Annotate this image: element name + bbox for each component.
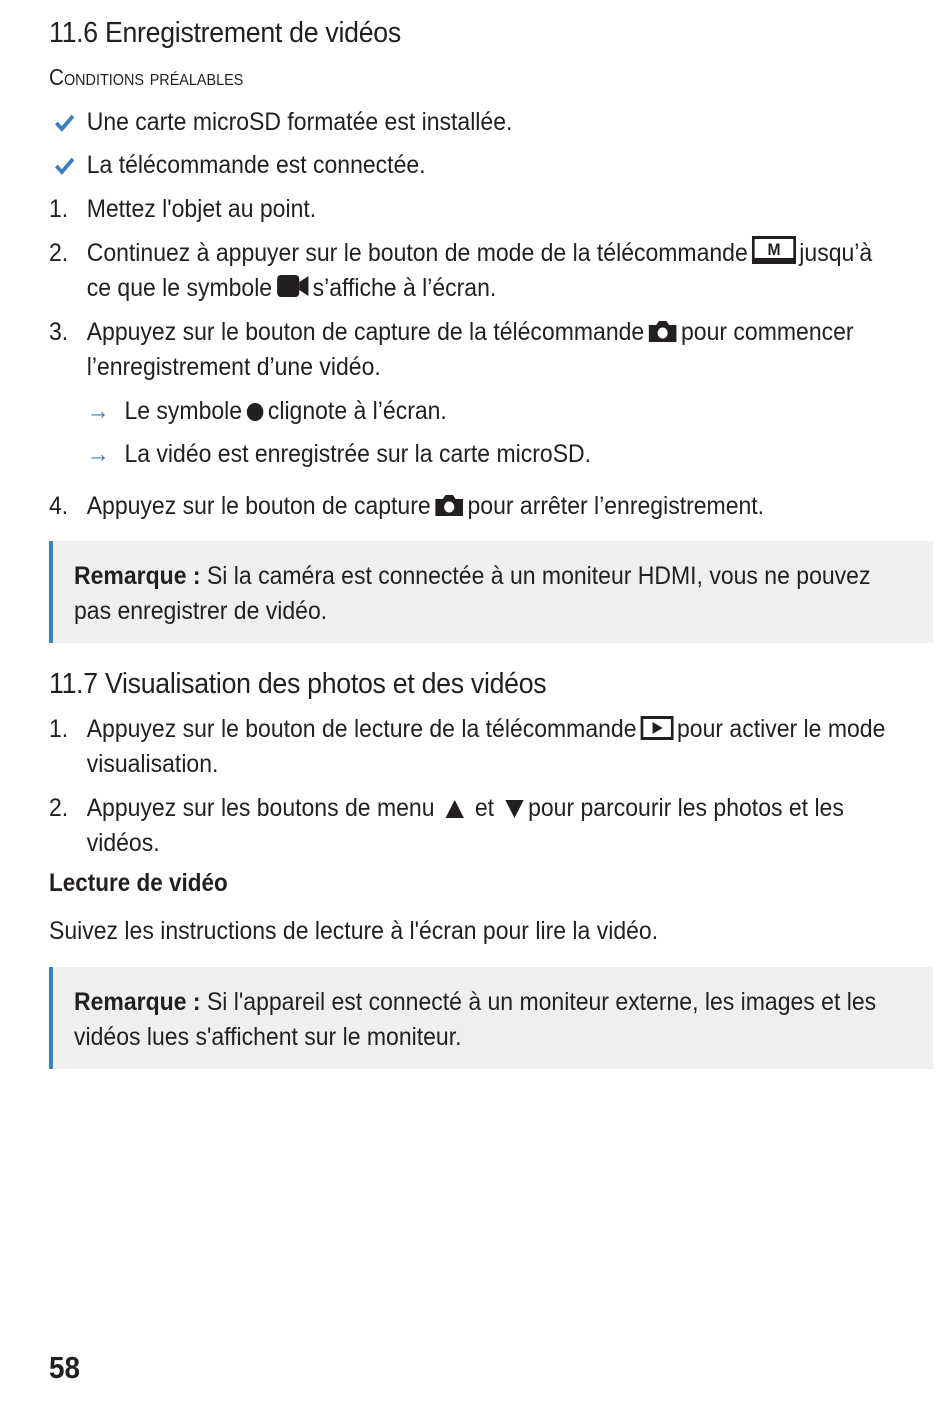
play-button-icon <box>640 716 673 740</box>
video-camera-icon <box>276 273 309 299</box>
checkmark-icon <box>55 113 75 133</box>
triangle-down-icon <box>504 799 524 819</box>
arrow-right-icon: → <box>86 440 110 468</box>
svg-text:M: M <box>767 240 781 260</box>
page-number: 58 <box>49 1350 81 1385</box>
note-label: Remarque : <box>74 988 201 1016</box>
camera-icon <box>434 493 463 517</box>
triangle-up-icon <box>445 799 465 819</box>
record-dot-icon <box>246 402 264 422</box>
note-box: Remarque : Si la caméra est connectée à un moniteur HDMI, vous ne pouvez pas enregistrer de vidéo. <box>49 541 933 643</box>
arrow-right-icon: → <box>86 397 110 425</box>
playback-text: Suivez les instructions de lecture à l'écran pour lire la vidéo. <box>49 917 659 945</box>
section-title-video: 11.6 Enregistrement de vidéos <box>49 17 401 49</box>
playback-heading: Lecture de vidéo <box>49 869 228 897</box>
prerequisites-label: Conditions préalables <box>49 64 244 90</box>
section-title-view: 11.7 Visualisation des photos et des vidéos <box>49 668 547 700</box>
note-label: Remarque : <box>74 562 201 590</box>
mode-button-icon <box>751 236 795 264</box>
note-box: Remarque : Si l'appareil est connecté à un moniteur externe, les images et les vidéos lues s'affichent sur le moniteur. <box>49 967 933 1069</box>
camera-icon <box>648 319 677 343</box>
checkmark-icon <box>55 156 75 176</box>
